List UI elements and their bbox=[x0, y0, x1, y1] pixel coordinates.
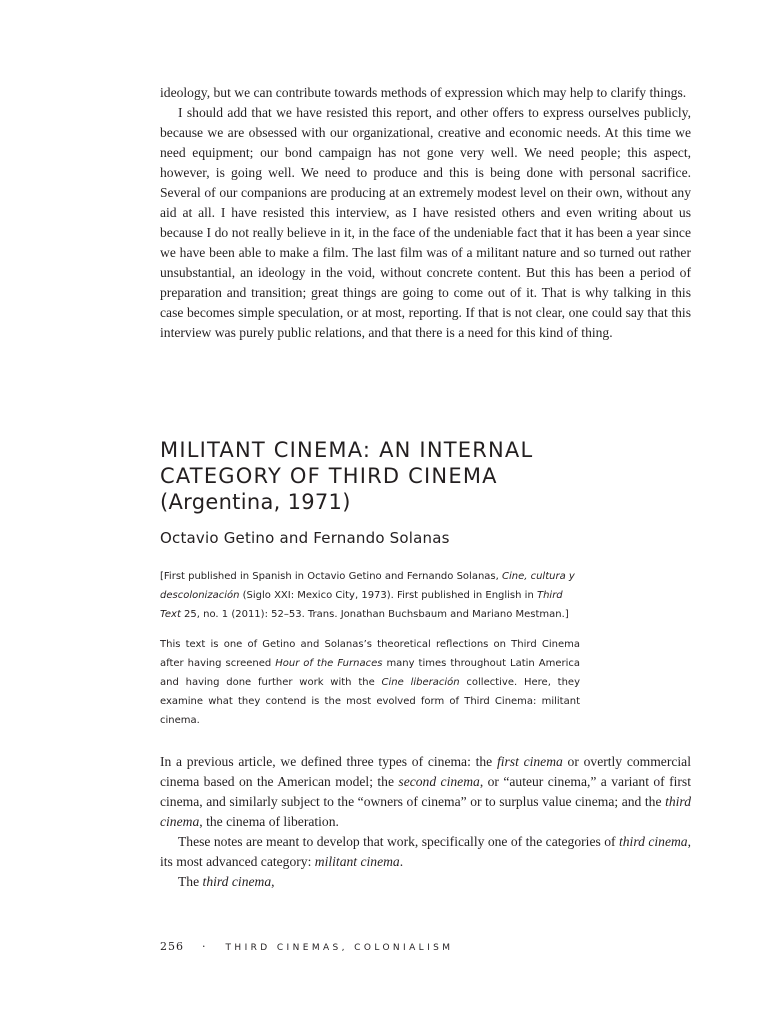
publication-note bbox=[160, 567, 580, 624]
text-run: , or “auteur cinema,” a variant of first cinema, and similarly subject to the “owners of cinema” or to surplus value cinema; and the bbox=[160, 774, 691, 809]
italic-run: first cinema bbox=[496, 754, 563, 769]
text-run: or overtly commercial cinema based on the American model; the bbox=[160, 754, 691, 789]
intro-text: many times throughout Latin America and having done further work with the bbox=[160, 658, 580, 688]
intro-italic: Hour of the Furnaces bbox=[275, 658, 383, 669]
intro-text: collective. Here, they examine what they contend is the most evolved form of Third Cinema: militant cinema. bbox=[160, 677, 580, 726]
body-paragraph: I should add that we have resisted this report, and other offers to express ourselves publicly, because we are obsessed with our organizational, creative and economic needs. At this time we need equipment; our bond campaign has not gone very well. We need people; this aspect, however, is going well. We need to produce and this is being done with personal sacrifice. Several of our companions are producing at an extremely modest level on their own, without any aid at all. I have resisted this interview, as I have resisted others and even writing about us because I do not really believe in it, in the face of the undeniable fact that it has been a year since we have been able to make a film. The last film was of a militant nature and so turned out rather unsubstantial, an ideology in the void, without concrete content. But this has been a period of preparation and transition; great things are going to come out of it. That is why talking in this case becomes simple speculation, or at most, reporting. If that is not clear, one could say that this interview was purely public relations, and that there is a need for this kind of thing. bbox=[160, 105, 691, 340]
heading-line: MILITANT CINEMA: AN INTERNAL bbox=[160, 438, 534, 462]
note-text: (Siglo XXI: Mexico City, 1973). First published in English in bbox=[239, 590, 537, 601]
heading-subtitle: (Argentina, 1971) bbox=[160, 490, 351, 514]
body-paragraph bbox=[160, 872, 691, 892]
text-run: In a previous article, we defined three types of cinema: the bbox=[160, 754, 497, 769]
italic-run: militant cinema bbox=[314, 854, 400, 869]
text-run: These notes are meant to develop that work, specifically one of the categories of bbox=[178, 834, 619, 849]
body-paragraph: ideology, but we can contribute towards methods of expression which may help to clarify things. bbox=[160, 85, 687, 100]
opening-paragraphs bbox=[160, 83, 691, 343]
running-title: THIRD CINEMAS, COLONIALISM bbox=[225, 943, 454, 953]
italic-run: third cinema bbox=[618, 834, 688, 849]
chapter-heading bbox=[160, 437, 691, 515]
page-number: 256 bbox=[160, 940, 184, 953]
italic-run: second cinema bbox=[398, 774, 480, 789]
heading-line: CATEGORY OF THIRD CINEMA bbox=[160, 464, 498, 488]
article-body bbox=[160, 752, 691, 892]
body-paragraph bbox=[160, 752, 691, 832]
italic-run: third cinema bbox=[160, 794, 691, 829]
intro-text: This text is one of Getino and Solanas’s theoretical reflections on Third Cinema after having screened bbox=[160, 639, 580, 669]
intro-italic: Cine liberación bbox=[381, 677, 460, 688]
text-run: , its most advanced category: bbox=[160, 834, 691, 869]
page-footer bbox=[160, 940, 453, 953]
text-run: , the cinema of liberation. bbox=[199, 814, 339, 829]
note-text: [First published in Spanish in Octavio Getino and Fernando Solanas, bbox=[160, 571, 502, 582]
note-title-italic: Cine, cultura y descolonización bbox=[160, 571, 575, 601]
italic-run: third cinema bbox=[202, 874, 272, 889]
chapter-authors: Octavio Getino and Fernando Solanas bbox=[160, 529, 450, 547]
text-run: , bbox=[271, 874, 275, 889]
body-paragraph bbox=[160, 832, 691, 872]
footer-separator: · bbox=[202, 940, 206, 953]
text-run: . bbox=[399, 854, 404, 869]
note-title-italic: Third Text bbox=[160, 590, 563, 620]
note-text: 25, no. 1 (2011): 52–53. Trans. Jonathan Buchsbaum and Mariano Mestman.] bbox=[180, 609, 569, 620]
text-run: The bbox=[178, 874, 203, 889]
editor-introduction bbox=[160, 635, 580, 730]
